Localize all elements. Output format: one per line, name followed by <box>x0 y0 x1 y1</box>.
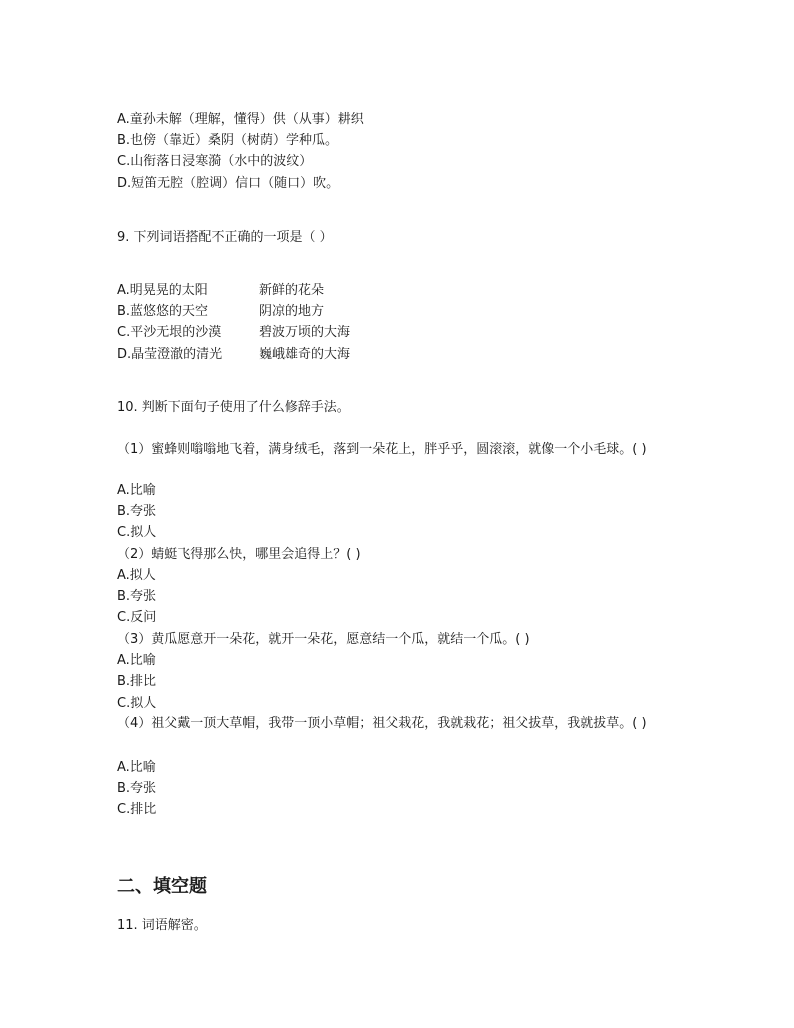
q10-stem: 10. 判断下面句子使用了什么修辞手法。 <box>117 400 350 415</box>
q9-option-c <box>117 325 351 341</box>
q9-option-d-left: D.晶莹澄澈的清光 <box>117 347 223 362</box>
q9-option-b-right: 阴凉的地方 <box>259 304 325 319</box>
q10-item-1-option-a: A.比喻 <box>117 483 156 498</box>
q9-option-d <box>117 347 351 363</box>
q10-item-3-option-c: C.拟人 <box>117 696 157 711</box>
q10-item-4-option-b: B.夸张 <box>117 781 157 796</box>
q9-stem: 9. 下列词语搭配不正确的一项是（ ） <box>117 230 333 245</box>
q8-option-a: A.童孙未解（理解，懂得）供（从事）耕织 <box>117 112 364 127</box>
q9-option-b <box>117 304 325 320</box>
q9-option-c-right: 碧波万顷的大海 <box>259 325 351 340</box>
q8-option-d: D.短笛无腔（腔调）信口（随口）吹。 <box>117 176 340 191</box>
q9-option-b-left: B.蓝悠悠的天空 <box>117 304 209 319</box>
q8-option-c: C.山衔落日浸寒漪（水中的波纹） <box>117 154 313 169</box>
q9-option-a-right: 新鲜的花朵 <box>259 283 325 298</box>
q10-item-4-text: （4）祖父戴一顶大草帽，我带一顶小草帽；祖父栽花，我就栽花；祖父拔草，我就拔草。( ) <box>117 716 647 731</box>
q10-item-2-option-c: C.反问 <box>117 610 157 625</box>
q10-item-1-text: （1）蜜蜂则嗡嗡地飞着，满身绒毛，落到一朵花上，胖乎乎，圆滚滚，就像一个小毛球。( ) <box>117 442 647 457</box>
q9-option-a <box>117 283 325 299</box>
q9-option-a-left: A.明晃晃的太阳 <box>117 283 208 298</box>
q10-item-2-option-b: B.夸张 <box>117 589 157 604</box>
q10-item-2-text: （2）蜻蜓飞得那么快，哪里会追得上？( ) <box>117 547 361 562</box>
q10-item-3-text: （3）黄瓜愿意开一朵花，就开一朵花，愿意结一个瓜，就结一个瓜。( ) <box>117 632 530 647</box>
q8-option-b: B.也傍（靠近）桑阴（树荫）学种瓜。 <box>117 133 339 148</box>
q10-item-4-option-a: A.比喻 <box>117 760 156 775</box>
q10-item-1-option-b: B.夸张 <box>117 504 157 519</box>
q9-option-c-left: C.平沙无垠的沙漠 <box>117 325 222 340</box>
q10-item-4-option-c: C.排比 <box>117 802 157 817</box>
q10-item-2-option-a: A.拟人 <box>117 568 156 583</box>
q10-item-1-option-c: C.拟人 <box>117 525 157 540</box>
q10-item-3-option-b: B.排比 <box>117 674 157 689</box>
q9-option-d-right: 巍峨雄奇的大海 <box>259 347 351 362</box>
q10-item-3-option-a: A.比喻 <box>117 653 156 668</box>
section-title: 二、填空题 <box>117 876 207 897</box>
q11-stem: 11. 词语解密。 <box>117 918 207 933</box>
